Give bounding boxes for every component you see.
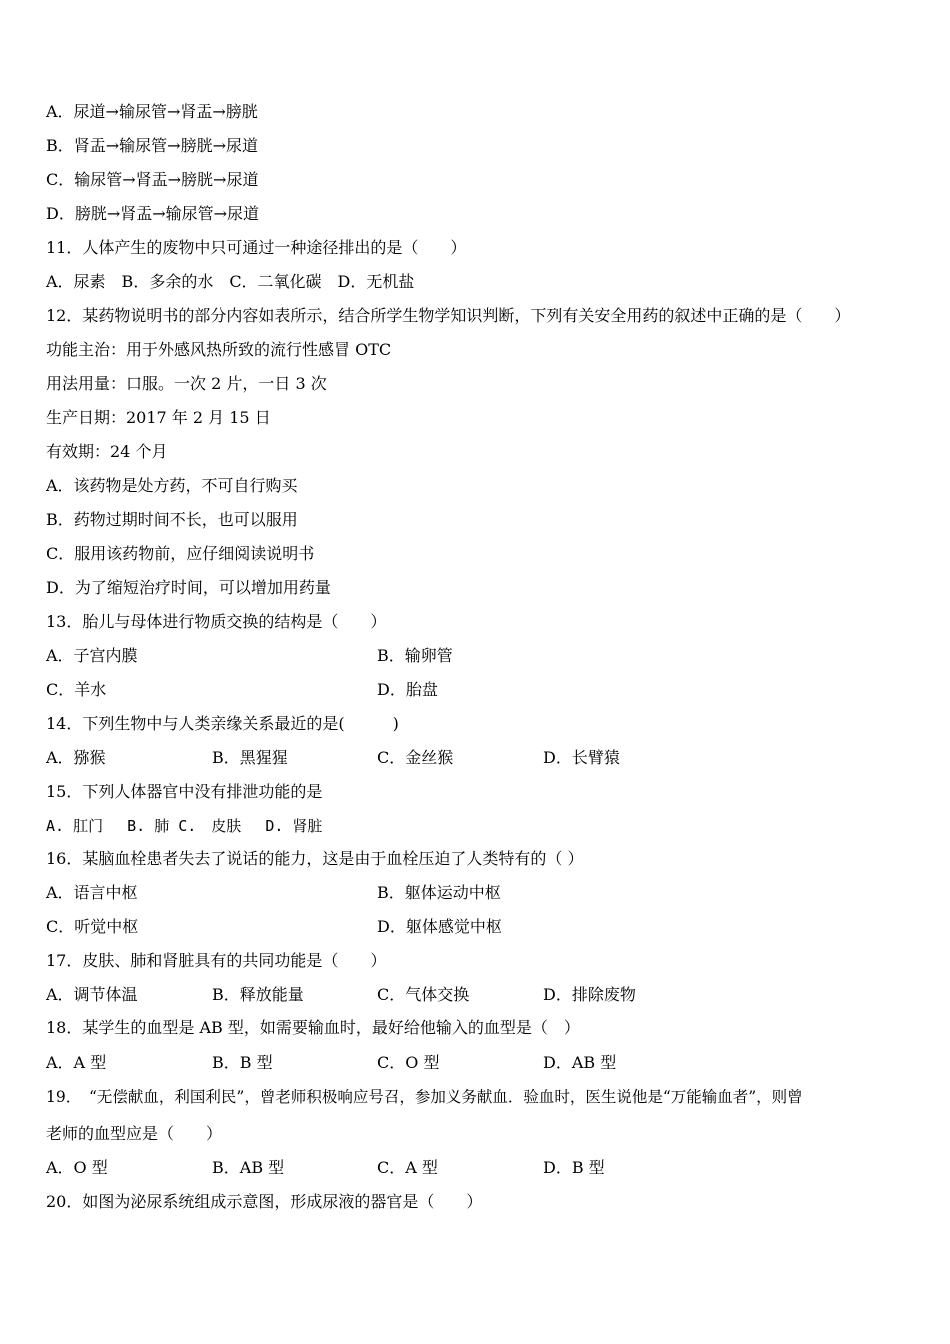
q10-option-a: A．尿道→输尿管→肾盂→膀胱 (46, 102, 258, 121)
q12-info-dosage: 用法用量：口服。一次 2 片，一日 3 次 (46, 374, 327, 393)
q19-option-d: D．B 型 (543, 1158, 605, 1177)
q14-option-a: A．猕猴 (46, 748, 106, 767)
q20-stem: 20．如图为泌尿系统组成示意图，形成尿液的器官是（ ） (46, 1192, 483, 1211)
q13-option-b: B．输卵管 (377, 646, 453, 665)
q13-option-a: A．子宫内膜 (46, 646, 138, 665)
q19-stem-line1: 19． “无偿献血，利国利民”，曾老师积极响应号召，参加义务献血．验血时，医生说他是“万能输血者”，则曾 (46, 1088, 803, 1106)
q17-option-d: D．排除废物 (543, 985, 636, 1004)
q17-option-a: A．调节体温 (46, 985, 138, 1004)
q18-option-a: A．A 型 (46, 1053, 107, 1072)
q18-option-b: B．B 型 (212, 1053, 273, 1072)
q16-option-d: D．躯体感觉中枢 (377, 917, 502, 936)
q13-stem: 13．胎儿与母体进行物质交换的结构是（ ） (46, 612, 387, 631)
q14-option-b: B．黑猩猩 (212, 748, 288, 767)
q13-option-d: D．胎盘 (377, 680, 438, 699)
q16-option-a: A．语言中枢 (46, 883, 138, 902)
q17-option-c: C．气体交换 (377, 985, 470, 1004)
q16-option-c: C．听觉中枢 (46, 917, 139, 936)
q12-option-b: B．药物过期时间不长，也可以服用 (46, 510, 298, 529)
q19-option-c: C．A 型 (377, 1158, 438, 1177)
q11-options: A．尿素 B．多余的水 C．二氧化碳 D．无机盐 (46, 272, 415, 291)
q13-option-c: C．羊水 (46, 680, 107, 699)
q10-option-b: B．肾盂→输尿管→膀胱→尿道 (46, 136, 258, 155)
q14-stem: 14．下列生物中与人类亲缘关系最近的是( ) (46, 714, 399, 733)
q19-stem-line2: 老师的血型应是（ ） (46, 1124, 223, 1143)
q16-option-b: B．躯体运动中枢 (377, 883, 501, 902)
q12-option-d: D．为了缩短治疗时间，可以增加用药量 (46, 578, 331, 597)
q19-option-b: B．AB 型 (212, 1158, 285, 1177)
q11-stem: 11．人体产生的废物中只可通过一种途径排出的是（ ） (46, 238, 467, 257)
q10-option-d: D．膀胱→肾盂→输尿管→尿道 (46, 204, 260, 223)
q19-option-a: A．O 型 (46, 1158, 108, 1177)
q12-option-c: C．服用该药物前，应仔细阅读说明书 (46, 544, 315, 563)
q10-option-c: C．输尿管→肾盂→膀胱→尿道 (46, 170, 259, 189)
q16-stem: 16．某脑血栓患者失去了说话的能力，这是由于血栓压迫了人类特有的（ ） (46, 849, 584, 868)
q15-options: A. 肛门 B. 肺 C. 皮肤 D. 肾脏 (46, 817, 323, 835)
q14-option-d: D．长臂猿 (543, 748, 620, 767)
q14-option-c: C．金丝猴 (377, 748, 454, 767)
q18-option-c: C．O 型 (377, 1053, 440, 1072)
q12-info-function: 功能主治：用于外感风热所致的流行性感冒 OTC (46, 340, 392, 359)
q12-info-validity: 有效期：24 个月 (46, 442, 168, 461)
q17-stem: 17．皮肤、肺和肾脏具有的共同功能是（ ） (46, 951, 387, 970)
q12-stem: 12．某药物说明书的部分内容如表所示，结合所学生物学知识判断，下列有关安全用药的叙述中正确的是（ ） (46, 306, 851, 325)
q18-option-d: D．AB 型 (543, 1053, 617, 1072)
q12-option-a: A．该药物是处方药，不可自行购买 (46, 476, 298, 495)
q18-stem: 18．某学生的血型是 AB 型，如需要输血时，最好给他输入的血型是（ ） (46, 1018, 580, 1037)
q15-stem: 15．下列人体器官中没有排泄功能的是 (46, 782, 323, 801)
q17-option-b: B．释放能量 (212, 985, 304, 1004)
q12-info-production-date: 生产日期：2017 年 2 月 15 日 (46, 408, 271, 427)
